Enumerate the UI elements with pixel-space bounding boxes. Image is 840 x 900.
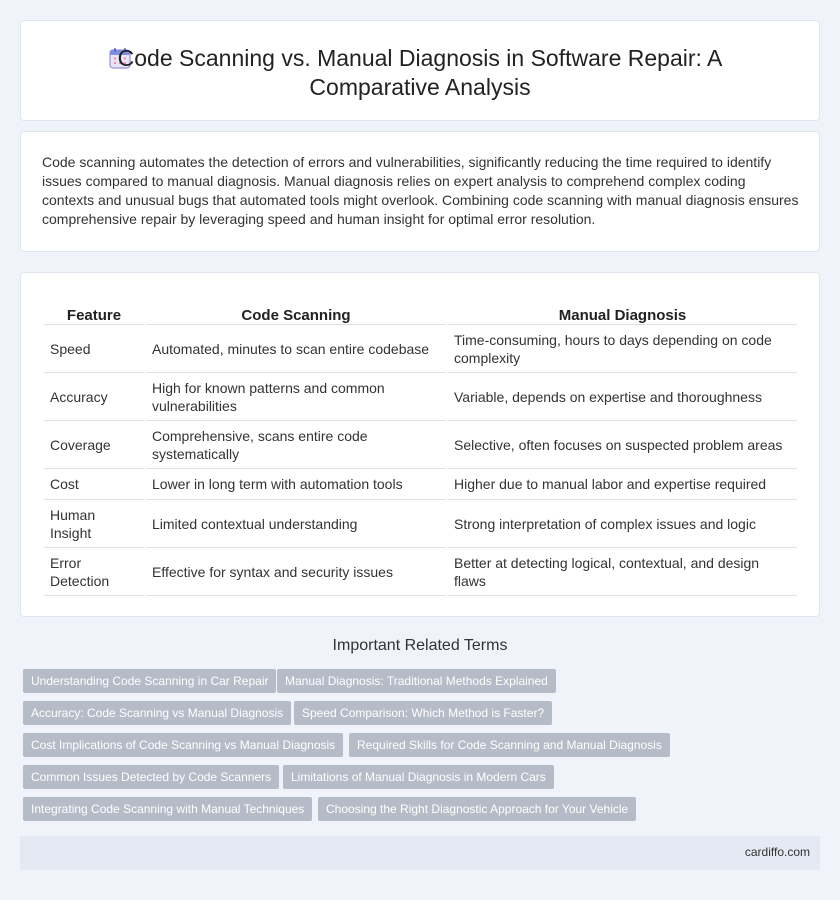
cell-manual-diagnosis: Strong interpretation of complex issues and logic [448,500,797,548]
table-row [44,421,797,469]
cell-manual-diagnosis: Variable, depends on expertise and thoroughness [448,373,797,421]
cell-code-scanning: High for known patterns and common vulnerabilities [146,373,446,421]
cell-feature: Error Detection [44,548,144,596]
related-term-link[interactable]: Manual Diagnosis: Traditional Methods Explained [277,669,556,693]
intro-paragraph: Code scanning automates the detection of errors and vulnerabilities, significantly reducing the time required to identify issues compared to manual diagnosis. Manual diagnosis relies on expert analysis to comprehend complex coding contexts and unusual bugs that automated tools might overlook. Combining code scanning with manual diagnosis ensures comprehensive repair by leveraging speed and human insight for optimal error resolution. [42,154,799,227]
comparison-table [42,291,799,596]
related-term-link[interactable]: Understanding Code Scanning in Car Repair [23,669,276,693]
related-term-link[interactable]: Accuracy: Code Scanning vs Manual Diagnosis [23,701,291,725]
table-row [44,500,797,548]
table-header-row [44,291,797,325]
related-term-link[interactable]: Cost Implications of Code Scanning vs Manual Diagnosis [23,733,343,757]
page-title: Code Scanning vs. Manual Diagnosis in Software Repair: A Comparative Analysis [117,45,723,100]
cell-manual-diagnosis: Better at detecting logical, contextual, and design flaws [448,548,797,596]
cell-manual-diagnosis: Time-consuming, hours to days depending on code complexity [448,325,797,373]
cell-manual-diagnosis: Selective, often focuses on suspected problem areas [448,421,797,469]
cell-code-scanning: Automated, minutes to scan entire codebase [146,325,446,373]
related-term-link[interactable]: Common Issues Detected by Code Scanners [23,765,279,789]
cell-feature: Speed [44,325,144,373]
footer [20,836,820,870]
intro-card [20,131,820,252]
table-card [20,272,820,617]
header-manual-diagnosis: Manual Diagnosis [448,291,797,325]
cell-feature: Human Insight [44,500,144,548]
table-row [44,325,797,373]
title-card [20,20,820,121]
cell-feature: Cost [44,469,144,500]
related-term-link[interactable]: Limitations of Manual Diagnosis in Modern Cars [283,765,554,789]
cell-code-scanning: Lower in long term with automation tools [146,469,446,500]
related-terms-title: Important Related Terms [332,637,508,654]
related-term-link[interactable]: Required Skills for Code Scanning and Manual Diagnosis [349,733,670,757]
table-row [44,373,797,421]
cell-code-scanning: Comprehensive, scans entire code systematically [146,421,446,469]
related-term-link[interactable]: Integrating Code Scanning with Manual Techniques [23,797,312,821]
cell-feature: Coverage [44,421,144,469]
cell-manual-diagnosis: Higher due to manual labor and expertise required [448,469,797,500]
cell-code-scanning: Limited contextual understanding [146,500,446,548]
cell-feature: Accuracy [44,373,144,421]
header-feature: Feature [44,291,144,325]
table-row [44,548,797,596]
header-code-scanning: Code Scanning [146,291,446,325]
cell-code-scanning: Effective for syntax and security issues [146,548,446,596]
related-term-link[interactable]: Choosing the Right Diagnostic Approach for Your Vehicle [318,797,636,821]
table-row [44,469,797,500]
footer-site-name: cardiffo.com [744,845,810,859]
related-term-link[interactable]: Speed Comparison: Which Method is Faster? [294,701,552,725]
